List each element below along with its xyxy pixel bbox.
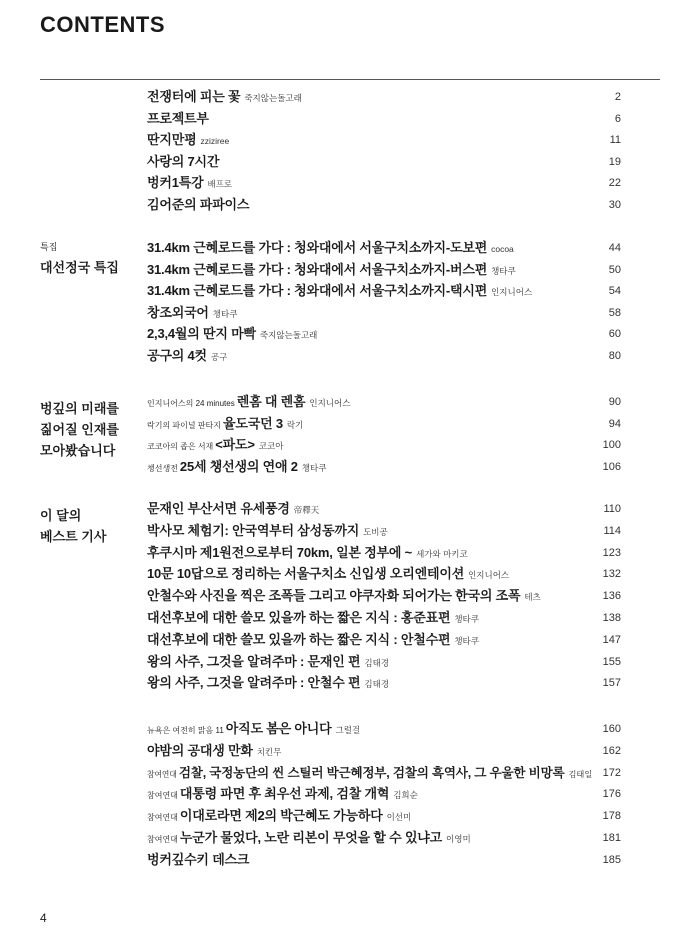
section-title-line: 이 달의: [40, 508, 82, 523]
toc-entry[interactable]: [147, 564, 621, 584]
entry-page-number: 30: [608, 199, 621, 211]
section-kicker: 특집: [40, 242, 58, 252]
entry-page-number: 6: [614, 113, 621, 125]
entry-title: 아직도 봄은 아니다: [225, 721, 332, 736]
entry-series: 인지니어스의 24 minutes: [147, 399, 235, 408]
entry-title: 31.4km 근혜로드를 가다 : 청와대에서 서울구치소까지-택시편: [147, 283, 488, 298]
entry-series: 락기의 파이널 판타지: [147, 421, 221, 430]
entry-title: 31.4km 근혜로드를 가다 : 청와대에서 서울구치소까지-버스편: [147, 262, 488, 277]
entry-title: 이대로라면 제2의 박근혜도 가능하다: [179, 808, 383, 823]
entry-author: 김태경: [364, 679, 390, 689]
entry-page-number: 44: [608, 242, 621, 254]
entry-author: 帝釋天: [293, 505, 320, 515]
entry-page-number: 157: [602, 677, 621, 689]
entry-author: cocoa: [491, 244, 514, 254]
entry-page-number: 90: [608, 396, 621, 408]
section-title: 대선정국 특집: [40, 260, 119, 275]
entry-page-number: 162: [602, 745, 621, 757]
section-title-line: 벙깊의 미래를: [40, 401, 119, 416]
entry-page-number: 132: [602, 568, 621, 580]
entry-author: 죽지않는돌고래: [244, 93, 302, 103]
entry-title: 프로젝트부: [147, 111, 209, 126]
entry-title: 왕의 사주, 그것을 알려주마 : 안철수 편: [147, 675, 361, 690]
toc-entry[interactable]: [147, 435, 621, 455]
entry-page-number: 22: [608, 177, 621, 189]
entry-title: 렌홈 대 렌홈: [236, 394, 306, 409]
entry-author: 김희순: [393, 790, 418, 800]
entry-title: 벙커깊수키 데스크: [147, 852, 250, 867]
entry-page-number: 147: [602, 634, 621, 646]
entry-page-number: 176: [602, 788, 621, 800]
entry-author: 테츠: [524, 592, 541, 602]
toc-entry[interactable]: [147, 806, 621, 826]
entry-title: 전쟁터에 피는 꽃: [147, 89, 241, 104]
entry-page-number: 19: [608, 156, 621, 168]
toc-entry[interactable]: [147, 719, 621, 739]
toc-entry[interactable]: [147, 630, 621, 650]
entry-author: 코코아: [258, 441, 284, 451]
entry-series: 참여연대: [147, 791, 178, 800]
entry-title: 31.4km 근혜로드를 가다 : 청와대에서 서울구치소까지-도보편: [147, 240, 488, 255]
toc-entry[interactable]: [147, 521, 621, 541]
toc-entry[interactable]: [147, 586, 621, 606]
toc-entry[interactable]: [147, 173, 621, 193]
entry-author: 인지니어스: [491, 287, 533, 297]
entry-author: 챙타쿠: [491, 266, 516, 276]
entry-title: <파도>: [215, 437, 255, 452]
toc-entry[interactable]: [147, 346, 621, 366]
entry-page-number: 80: [608, 350, 621, 362]
entry-author: 챙타쿠: [212, 309, 238, 319]
entry-title: 대선후보에 대한 쓸모 있을까 하는 짧은 지식 : 안철수편: [147, 632, 451, 647]
section-title-line: 모아봤습니다: [40, 443, 116, 458]
entry-author: 배프로: [207, 179, 233, 189]
entry-page-number: 100: [602, 439, 621, 451]
entry-title: 야밤의 공대생 만화: [147, 743, 253, 758]
entry-author: 인지니어스: [468, 570, 510, 580]
toc-entry[interactable]: [147, 303, 621, 323]
entry-author: 챙타쿠: [454, 636, 479, 646]
section-label: [40, 398, 119, 461]
toc-entry[interactable]: [147, 281, 621, 301]
entry-title: 문재인 부산서면 유세풍경: [147, 501, 290, 516]
entry-page-number: 94: [608, 418, 621, 430]
entry-series: 참여연대: [147, 770, 177, 779]
toc-entry[interactable]: [147, 324, 621, 344]
toc-entry[interactable]: [147, 152, 621, 172]
toc-entry[interactable]: [147, 260, 621, 280]
entry-title: 2,3,4월의 딴지 마빡: [147, 326, 256, 341]
entry-page-number: 138: [602, 612, 621, 624]
entry-author: 김태경: [364, 658, 390, 668]
entry-author: 락기: [286, 420, 304, 430]
toc-entry[interactable]: [147, 850, 621, 870]
toc-entry[interactable]: [147, 763, 621, 783]
entry-series: 뉴욕은 여전히 맑음 11: [147, 726, 224, 735]
entry-series: 참여연대: [147, 835, 178, 844]
toc-entry[interactable]: [147, 392, 621, 412]
entry-title: 창조외국어: [147, 305, 209, 320]
entry-title: 대선후보에 대한 쓸모 있을까 하는 짧은 지식 : 홍준표편: [147, 610, 451, 625]
entry-author: 인지니어스: [309, 398, 351, 408]
toc-entry[interactable]: [147, 109, 621, 129]
entry-author: 공구: [210, 352, 228, 362]
entry-title: 박사모 체험기: 안국역부터 삼성동까지: [147, 523, 360, 538]
entry-title: 대통령 파면 후 최우선 과제, 검찰 개혁: [179, 786, 390, 801]
entry-page-number: 54: [608, 285, 621, 297]
entry-page-number: 106: [602, 461, 621, 473]
entry-series: 참여연대: [147, 813, 178, 822]
entry-title: 안철수와 사진을 찍은 조폭들 그리고 야쿠자화 되어가는 한국의 조폭: [147, 588, 521, 603]
toc-entry[interactable]: [147, 784, 621, 804]
section-title-line: 베스트 기사: [40, 529, 107, 544]
entry-title: 10문 10답으로 정리하는 서울구치소 신입생 오리엔테이션: [147, 566, 465, 581]
entry-author: zziziree: [200, 136, 230, 146]
toc-entry[interactable]: [147, 741, 621, 761]
entry-page-number: 172: [602, 767, 621, 779]
toc-entry[interactable]: [147, 195, 621, 215]
entry-page-number: 181: [602, 832, 621, 844]
entry-page-number: 58: [608, 307, 621, 319]
page-number: 4: [40, 911, 47, 925]
entry-author: 이선미: [386, 812, 412, 822]
entry-page-number: 123: [602, 547, 621, 559]
entry-series: 챙선생전: [147, 464, 178, 473]
entry-page-number: 114: [603, 525, 621, 537]
entry-author: 그럴걸: [335, 725, 361, 735]
entry-author: 이영미: [446, 834, 471, 844]
toc-entry[interactable]: [147, 499, 621, 519]
toc-entry[interactable]: [147, 652, 621, 672]
entry-author: 챙타쿠: [301, 463, 327, 473]
entry-page-number: 50: [608, 264, 621, 276]
entry-title: 김어준의 파파이스: [147, 197, 250, 212]
entry-page-number: 178: [602, 810, 621, 822]
section-label: [40, 505, 106, 547]
entry-page-number: 155: [602, 656, 621, 668]
title-divider: [40, 79, 660, 80]
entry-page-number: 110: [603, 503, 621, 515]
section-title-line: 짊어질 인재를: [40, 422, 119, 437]
entry-page-number: 185: [602, 854, 621, 866]
entry-title: 누군가 물었다, 노란 리본이 무엇을 할 수 있냐고: [179, 830, 443, 845]
entry-title: 벙커1특강: [147, 175, 204, 190]
entry-title: 딴지만평: [147, 132, 197, 147]
entry-title: 25세 챙선생의 연애 2: [179, 459, 298, 474]
toc-entry[interactable]: [147, 414, 621, 434]
entry-author: 김태일: [568, 770, 593, 779]
entry-title: 공구의 4컷: [147, 348, 207, 363]
entry-title: 후쿠시마 제1원전으로부터 70km, 일본 정부에 ~: [147, 545, 413, 560]
toc-entry[interactable]: [147, 87, 621, 107]
entry-title: 검찰, 국정농단의 씬 스틸러 박근혜정부, 검찰의 흑역사, 그 우울한 비망록: [178, 766, 565, 780]
toc-entry[interactable]: [147, 457, 621, 477]
entry-author: 도비공: [363, 527, 388, 537]
entry-title: 율도국던 3: [223, 416, 283, 431]
entry-author: 치킨무: [256, 747, 282, 757]
entry-title: 사랑의 7시간: [147, 154, 220, 169]
contents-title: CONTENTS: [40, 12, 165, 37]
entry-author: 세가와 마키코: [416, 549, 468, 559]
toc-entry[interactable]: [147, 828, 621, 848]
entry-author: 죽지않는돌고래: [259, 330, 318, 340]
entry-page-number: 11: [609, 134, 621, 146]
toc-entry[interactable]: [147, 543, 621, 563]
toc-entry[interactable]: [147, 673, 621, 693]
entry-series: 코코아의 좁은 서재: [147, 442, 214, 451]
entry-page-number: 160: [602, 723, 621, 735]
toc-entry[interactable]: [147, 238, 621, 258]
toc-entry[interactable]: [147, 608, 621, 628]
section-label: [40, 240, 119, 278]
toc-entry[interactable]: [147, 130, 621, 150]
entry-page-number: 136: [602, 590, 621, 602]
entry-author: 챙타쿠: [454, 614, 479, 624]
entry-title: 왕의 사주, 그것을 알려주마 : 문재인 편: [147, 654, 361, 669]
entry-page-number: 60: [608, 328, 621, 340]
entry-page-number: 2: [614, 91, 621, 103]
